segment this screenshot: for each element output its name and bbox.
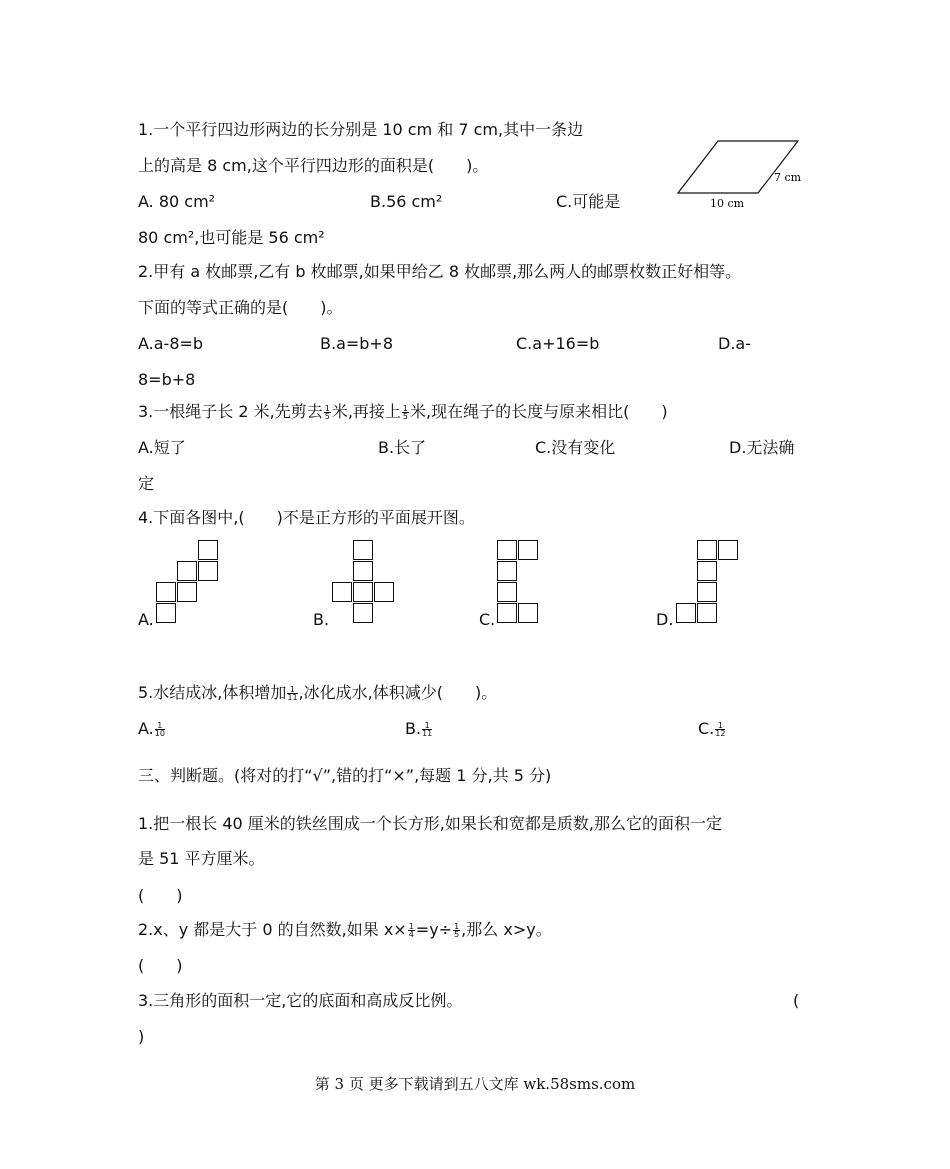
q3-option-d: D.无法确 (729, 438, 795, 457)
q2-option-c: C.a+16=b (516, 334, 600, 353)
q5-option-c: C. $\frac{1}{12}$ (698, 719, 726, 738)
q3-stem (138, 402, 668, 422)
j2-fraction-1: $\frac{1}{4}$ (408, 922, 414, 939)
j3-answer-paren-open: ( (793, 991, 800, 1010)
j2-fraction-2: $\frac{1}{5}$ (454, 922, 460, 939)
parallelogram-shape (678, 141, 798, 193)
j3-stem: 3.三角形的面积一定,它的底面和高成反比例。 (138, 991, 463, 1010)
q5-stem (138, 683, 497, 703)
j2-answer-paren: ( ) (138, 956, 183, 975)
net-cell (497, 603, 517, 623)
net-cell (697, 582, 717, 602)
section-3-title: 三、判断题。(将对的打“√”,错的打“×”,每题 1 分,共 5 分) (138, 766, 552, 785)
net-cell (156, 603, 176, 623)
q2-option-a: A.a-8=b (138, 334, 204, 353)
q5-fraction: $\frac{1}{11}$ (287, 685, 298, 702)
q3-stem-mid: 米,再接上 (331, 402, 401, 421)
net-cell (497, 582, 517, 602)
j2-stem-pre: 2.x、y 都是大于 0 的自然数,如果 x× (138, 920, 407, 939)
j2-stem (138, 920, 552, 940)
q3-option-c: C.没有变化 (535, 438, 616, 457)
net-cell (676, 603, 696, 623)
q4-label-a: A. (138, 610, 154, 629)
q4-label-b: B. (313, 610, 330, 629)
q1-option-a: A. 80 cm² (138, 192, 216, 211)
net-cell (177, 582, 197, 602)
parallelogram-side-label: 7 cm (774, 171, 802, 184)
page-footer: 第 3 页 更多下载请到五八文库 wk.58sms.com (314, 1075, 636, 1093)
net-cell (497, 540, 517, 560)
j2-stem-mid: =y÷ (415, 920, 453, 939)
net-cell (177, 561, 197, 581)
q5-option-b: B. $\frac{1}{11}$ (405, 719, 433, 738)
q5-stem-post: ,冰化成水,体积减少( )。 (298, 683, 498, 702)
q3-option-d-continued: 定 (138, 474, 155, 493)
j1-line1: 1.把一根长 40 厘米的铁丝围成一个长方形,如果长和宽都是质数,那么它的面积一定 (138, 814, 722, 833)
net-cell (332, 582, 352, 602)
net-cell (353, 561, 373, 581)
j1-answer-paren: ( ) (138, 886, 183, 905)
q5-option-a-fraction: $\frac{1}{10}$ (154, 721, 165, 738)
net-cell (353, 582, 373, 602)
q2-line2: 下面的等式正确的是( )。 (138, 298, 343, 317)
q1-option-c-continued: 80 cm²,也可能是 56 cm² (138, 228, 325, 247)
j3-answer-paren-close: ) (138, 1027, 145, 1046)
net-cell (697, 603, 717, 623)
q5-option-b-fraction: $\frac{1}{11}$ (422, 721, 433, 738)
parallelogram-figure (670, 135, 810, 215)
q5-option-c-fraction: $\frac{1}{12}$ (715, 721, 726, 738)
q1-line1: 1.一个平行四边形两边的长分别是 10 cm 和 7 cm,其中一条边 (138, 120, 584, 139)
net-cell (156, 582, 176, 602)
q5-option-a: A. $\frac{1}{10}$ (138, 719, 165, 738)
net-cell (374, 582, 394, 602)
q1-line2: 上的高是 8 cm,这个平行四边形的面积是( )。 (138, 156, 489, 175)
q3-option-a: A.短了 (138, 438, 186, 457)
q4-label-d: D. (656, 610, 674, 629)
q3-stem-pre: 3.一根绳子长 2 米,先剪去 (138, 402, 323, 421)
net-cell (497, 561, 517, 581)
q2-option-d: D.a- (718, 334, 751, 353)
j2-stem-post: ,那么 x>y。 (461, 920, 552, 939)
net-cell (718, 540, 738, 560)
q4-stem: 4.下面各图中,( )不是正方形的平面展开图。 (138, 508, 475, 527)
net-cell (353, 603, 373, 623)
q5-stem-pre: 5.水结成冰,体积增加 (138, 683, 287, 702)
q3-fraction-2: $\frac{1}{5}$ (402, 404, 408, 421)
q3-stem-post: 米,现在绳子的长度与原来相比( ) (410, 402, 668, 421)
q3-fraction-1: $\frac{1}{5}$ (324, 404, 330, 421)
q1-option-c: C.可能是 (556, 192, 621, 211)
j1-line2: 是 51 平方厘米。 (138, 849, 265, 868)
q1-option-b: B.56 cm² (370, 192, 443, 211)
q2-option-d-continued: 8=b+8 (138, 370, 196, 389)
net-cell (198, 540, 218, 560)
q3-option-b: B.长了 (378, 438, 427, 457)
q2-line1: 2.甲有 a 枚邮票,乙有 b 枚邮票,如果甲给乙 8 枚邮票,那么两人的邮票枚数正好相等。 (138, 262, 742, 281)
net-cell (697, 561, 717, 581)
net-cell (198, 561, 218, 581)
net-cell (518, 540, 538, 560)
net-cell (518, 603, 538, 623)
q2-option-b: B.a=b+8 (320, 334, 394, 353)
net-cell (697, 540, 717, 560)
q4-label-c: C. (479, 610, 496, 629)
net-cell (353, 540, 373, 560)
parallelogram-base-label: 10 cm (710, 197, 745, 210)
